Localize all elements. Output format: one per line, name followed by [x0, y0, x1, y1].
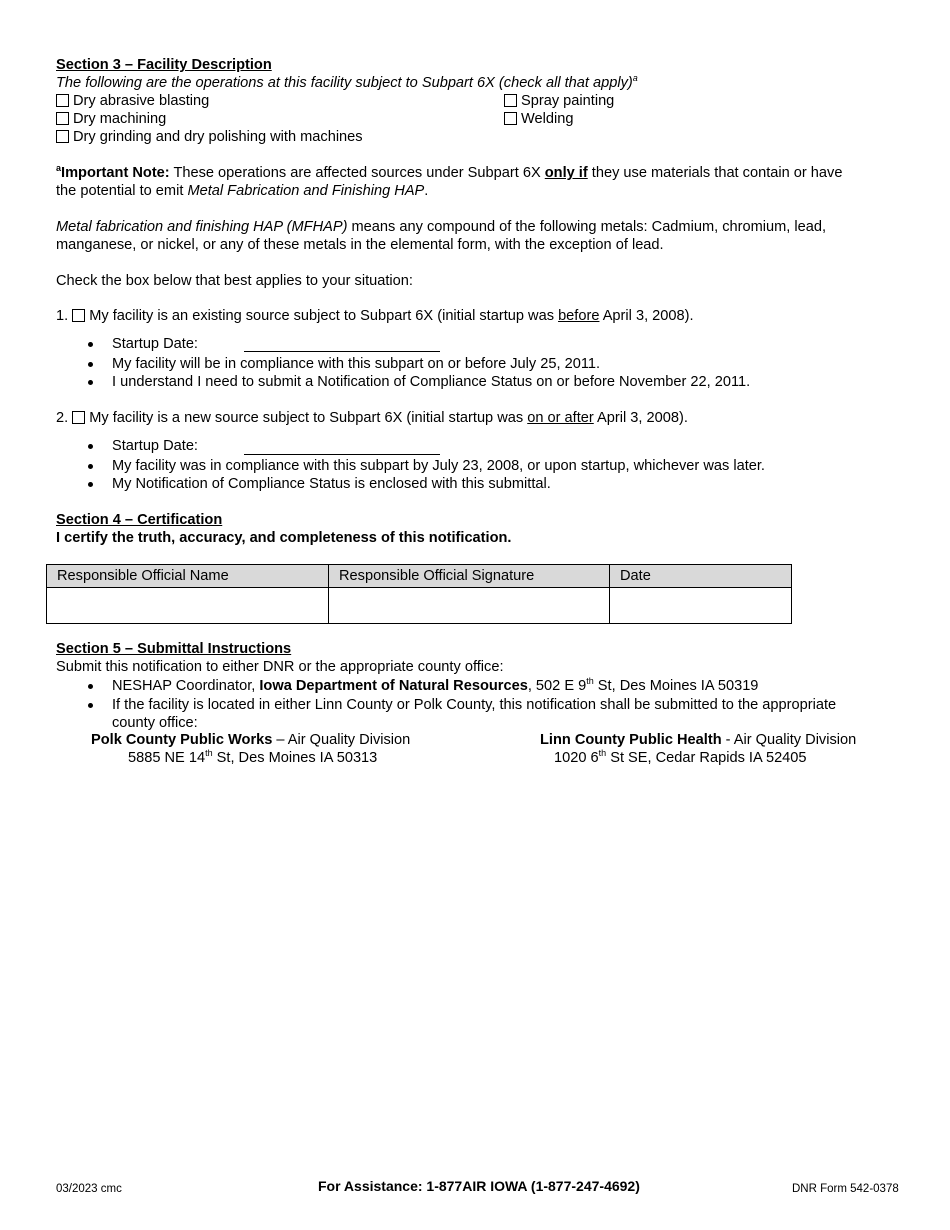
operation-welding[interactable]: Welding — [504, 110, 573, 128]
submit-county-bullet: If the facility is located in either Linn County or Polk County, this notification shall be submitted to the appropriate — [112, 696, 836, 714]
option2-bullet-notification: My Notification of Compliance Status is enclosed with this submittal. — [112, 475, 551, 493]
operation-spray-painting[interactable]: Spray painting — [504, 92, 614, 110]
section3-heading: Section 3 – Facility Description — [56, 57, 272, 73]
certification-statement: I certify the truth, accuracy, and completeness of this notification. — [56, 530, 512, 546]
important-note-line2: the potential to emit Metal Fabrication and Finishing HAP. — [56, 183, 429, 199]
mfhap-definition-line2: manganese, or nickel, or any of these metals in the elemental form, with the exception of lead. — [56, 237, 664, 253]
checkbox[interactable] — [56, 112, 69, 125]
option1-bullet-compliance: My facility will be in compliance with this subpart on or before July 25, 2011. — [112, 355, 600, 373]
polk-county-address: 5885 NE 14th St, Des Moines IA 50313 — [128, 748, 378, 766]
section4-heading: Section 4 – Certification — [56, 512, 223, 528]
option1-startup-date-field[interactable] — [244, 351, 440, 352]
submit-dnr-bullet: NESHAP Coordinator, Iowa Department of Natural Resources, 502 E 9th St, Des Moines IA 50319 — [112, 677, 758, 695]
footer-form-number: DNR Form 542-0378 — [792, 1183, 899, 1195]
col-official-signature: Responsible Official Signature — [329, 565, 610, 588]
check-prompt: Check the box below that best applies to your situation: — [56, 273, 413, 289]
date-field[interactable] — [610, 588, 792, 624]
certification-table — [46, 564, 792, 624]
footer-assistance: For Assistance: 1-877AIR IOWA (1-877-247-4692) — [318, 1178, 640, 1194]
option2-startup-date-field[interactable] — [244, 454, 440, 455]
option-1-existing-source[interactable]: 1. My facility is an existing source subject to Subpart 6X (initial startup was before April 3, 2008). — [56, 308, 694, 324]
linn-county-address: 1020 6th St SE, Cedar Rapids IA 52405 — [554, 748, 807, 766]
operation-dry-abrasive-blasting[interactable]: Dry abrasive blasting — [56, 92, 209, 110]
operation-dry-machining[interactable]: Dry machining — [56, 110, 166, 128]
checkbox[interactable] — [72, 309, 85, 322]
checkbox[interactable] — [504, 112, 517, 125]
col-date: Date — [610, 565, 792, 588]
official-name-field[interactable] — [47, 588, 329, 624]
section5-heading: Section 5 – Submittal Instructions — [56, 641, 292, 657]
option1-bullet-notification: I understand I need to submit a Notification of Compliance Status on or before November 22, 2011. — [112, 373, 750, 391]
checkbox[interactable] — [504, 94, 517, 107]
linn-county-office: Linn County Public Health - Air Quality Division — [540, 732, 857, 748]
option1-startup-date-label: Startup Date: — [112, 335, 198, 353]
option2-startup-date-label: Startup Date: — [112, 437, 198, 455]
option-2-new-source[interactable]: 2. My facility is a new source subject to Subpart 6X (initial startup was on or after April 3, 2008). — [56, 410, 688, 426]
operation-dry-grinding[interactable]: Dry grinding and dry polishing with machines — [56, 128, 363, 146]
section5-intro: Submit this notification to either DNR or the appropriate county office: — [56, 659, 504, 675]
polk-county-office: Polk County Public Works – Air Quality Division — [91, 732, 411, 748]
col-official-name: Responsible Official Name — [47, 565, 329, 588]
mfhap-definition-line1: Metal fabrication and finishing HAP (MFHAP) means any compound of the following metals: Cadmium, chromium, lead, — [56, 219, 827, 235]
checkbox[interactable] — [56, 94, 69, 107]
footer-revision: 03/2023 cmc — [56, 1183, 122, 1195]
submit-county-bullet-cont: county office: — [112, 715, 198, 731]
option2-bullet-compliance: My facility was in compliance with this subpart by July 23, 2008, or upon startup, whichever was later. — [112, 457, 765, 475]
checkbox[interactable] — [72, 411, 85, 424]
section3-intro: The following are the operations at this facility subject to Subpart 6X (check all that apply)$^a$ — [56, 73, 638, 91]
important-note-line1: $^a$Important Note: These operations are affected sources under Subpart 6X only if they use materials that contain or have — [56, 163, 843, 181]
official-signature-field[interactable] — [329, 588, 610, 624]
checkbox[interactable] — [56, 130, 69, 143]
